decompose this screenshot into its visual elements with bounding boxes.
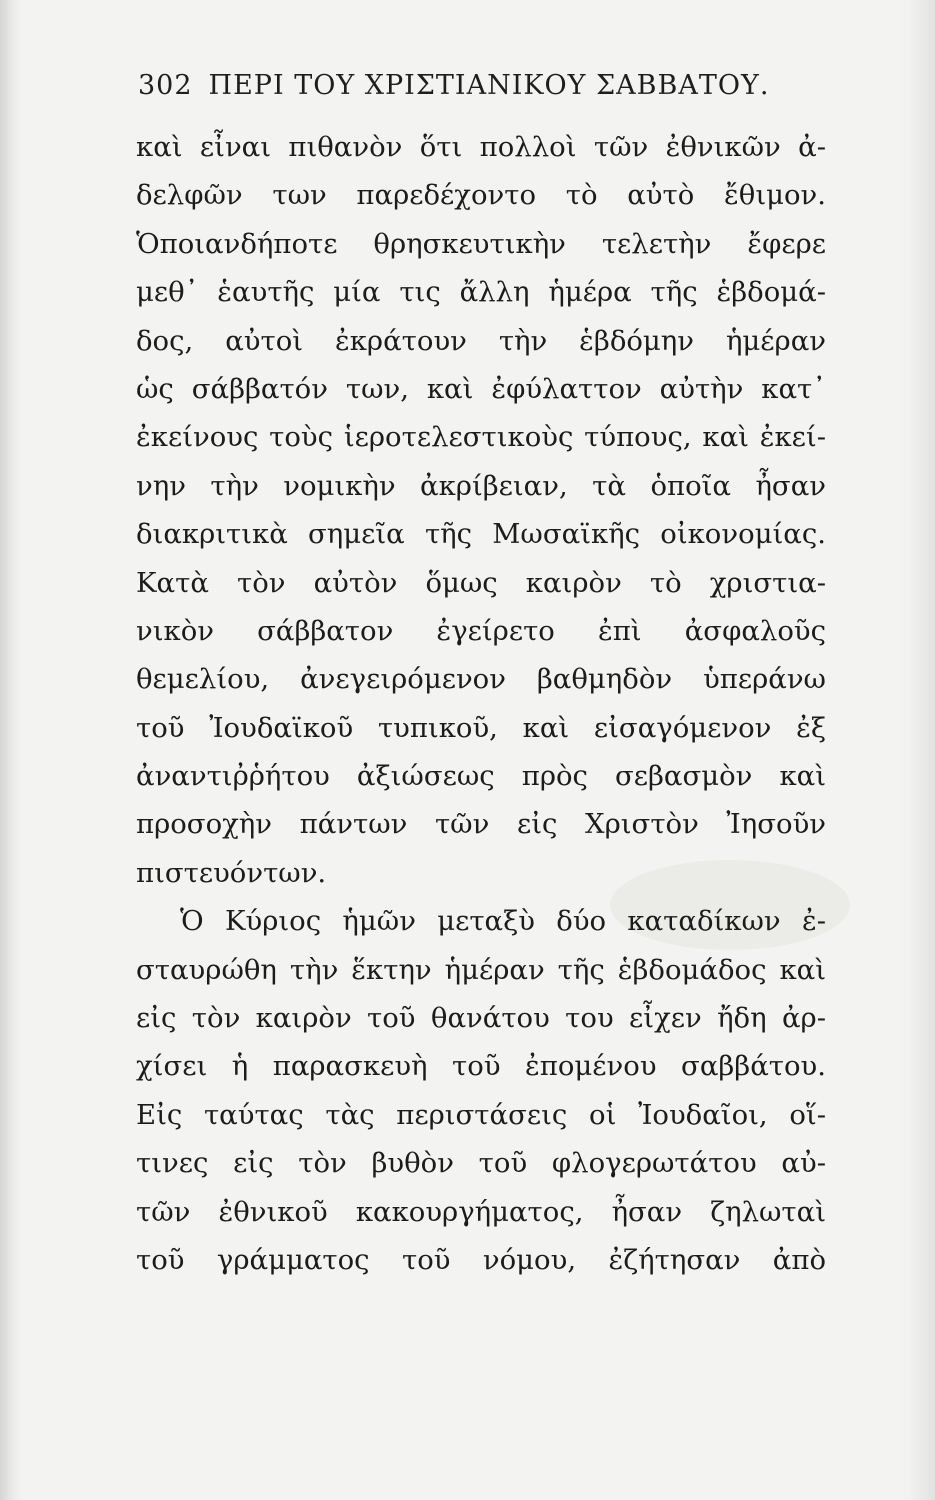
text-line: τοῦ Ἰουδαϊκοῦ τυπικοῦ, καὶ εἰσαγόμενον ἐξ [136, 711, 826, 744]
body-text [136, 123, 826, 1284]
text-line: χίσει ἡ παρασκευὴ τοῦ ἐπομένου σαββάτου. [136, 1050, 826, 1083]
running-head [138, 70, 828, 110]
text-line: τοῦ γράμματος τοῦ νόμου, ἐζήτησαν ἀπὸ [136, 1243, 826, 1276]
text-line: προσοχὴν πάντων τῶν εἰς Χριστὸν Ἰησοῦν [136, 808, 826, 841]
text-line: ὡς σάββατόν των, καὶ ἐφύλαττον αὐτὴν κατ᾽ [136, 372, 826, 405]
paragraph-end-line: πιστευόντων. [136, 856, 327, 889]
text-line: τῶν ἐθνικοῦ κακουργήματος, ἦσαν ζηλωταὶ [136, 1195, 826, 1228]
text-line: σταυρώθη τὴν ἕκτην ἡμέραν τῆς ἑβδομάδος καὶ [136, 953, 826, 986]
page-gutter-shadow [0, 0, 22, 1500]
text-line: νην τὴν νομικὴν ἀκρίβειαν, τὰ ὁποῖα ἦσαν [136, 469, 826, 502]
page-number: 302 [138, 70, 193, 101]
text-line: θεμελίου, ἀνεγειρόμενον βαθμηδὸν ὑπεράνω [136, 663, 826, 696]
text-line: τινες εἰς τὸν βυθὸν τοῦ φλογερωτάτου αὐ- [136, 1147, 826, 1180]
text-line: ἀναντιῤῥήτου ἀξιώσεως πρὸς σεβασμὸν καὶ [136, 760, 826, 793]
page-edge-shadow [907, 0, 935, 1500]
text-line: εἰς τὸν καιρὸν τοῦ θανάτου του εἶχεν ἤδη ἀρ- [136, 1002, 826, 1035]
text-line: Ὁποιανδήποτε θρησκευτικὴν τελετὴν ἔφερε [136, 227, 826, 260]
text-line: ἐκείνους τοὺς ἱεροτελεστικοὺς τύπους, καὶ ἐκεί- [136, 421, 826, 454]
text-line: νικὸν σάββατον ἐγείρετο ἐπὶ ἀσφαλοῦς [136, 614, 826, 647]
text-line: μεθ᾽ ἑαυτῆς μία τις ἄλλη ἡμέρα τῆς ἑβδομά- [136, 276, 826, 309]
text-line: διακριτικὰ σημεῖα τῆς Μωσαϊκῆς οἰκονομίας. [136, 518, 826, 551]
running-title: ΠΕΡΙ ΤΟΥ ΧΡΙΣΤΙΑΝΙΚΟΥ ΣΑΒΒΑΤΟΥ. [208, 70, 770, 101]
text-line: καὶ εἶναι πιθανὸν ὅτι πολλοὶ τῶν ἐθνικῶν ἀ- [136, 131, 826, 163]
paragraph-start-line: Ὁ Κύριος ἡμῶν μεταξὺ δύο καταδίκων ἐ- [180, 905, 826, 938]
text-line: Εἰς ταύτας τὰς περιστάσεις οἱ Ἰουδαῖοι, οἵ- [136, 1098, 826, 1131]
text-line: δελφῶν των παρεδέχοντο τὸ αὐτὸ ἔθιμον. [136, 179, 826, 212]
text-line: δος, αὐτοὶ ἐκράτουν τὴν ἑβδόμην ἡμέραν [136, 324, 826, 357]
text-line: Κατὰ τὸν αὐτὸν ὅμως καιρὸν τὸ χριστια- [136, 566, 826, 599]
